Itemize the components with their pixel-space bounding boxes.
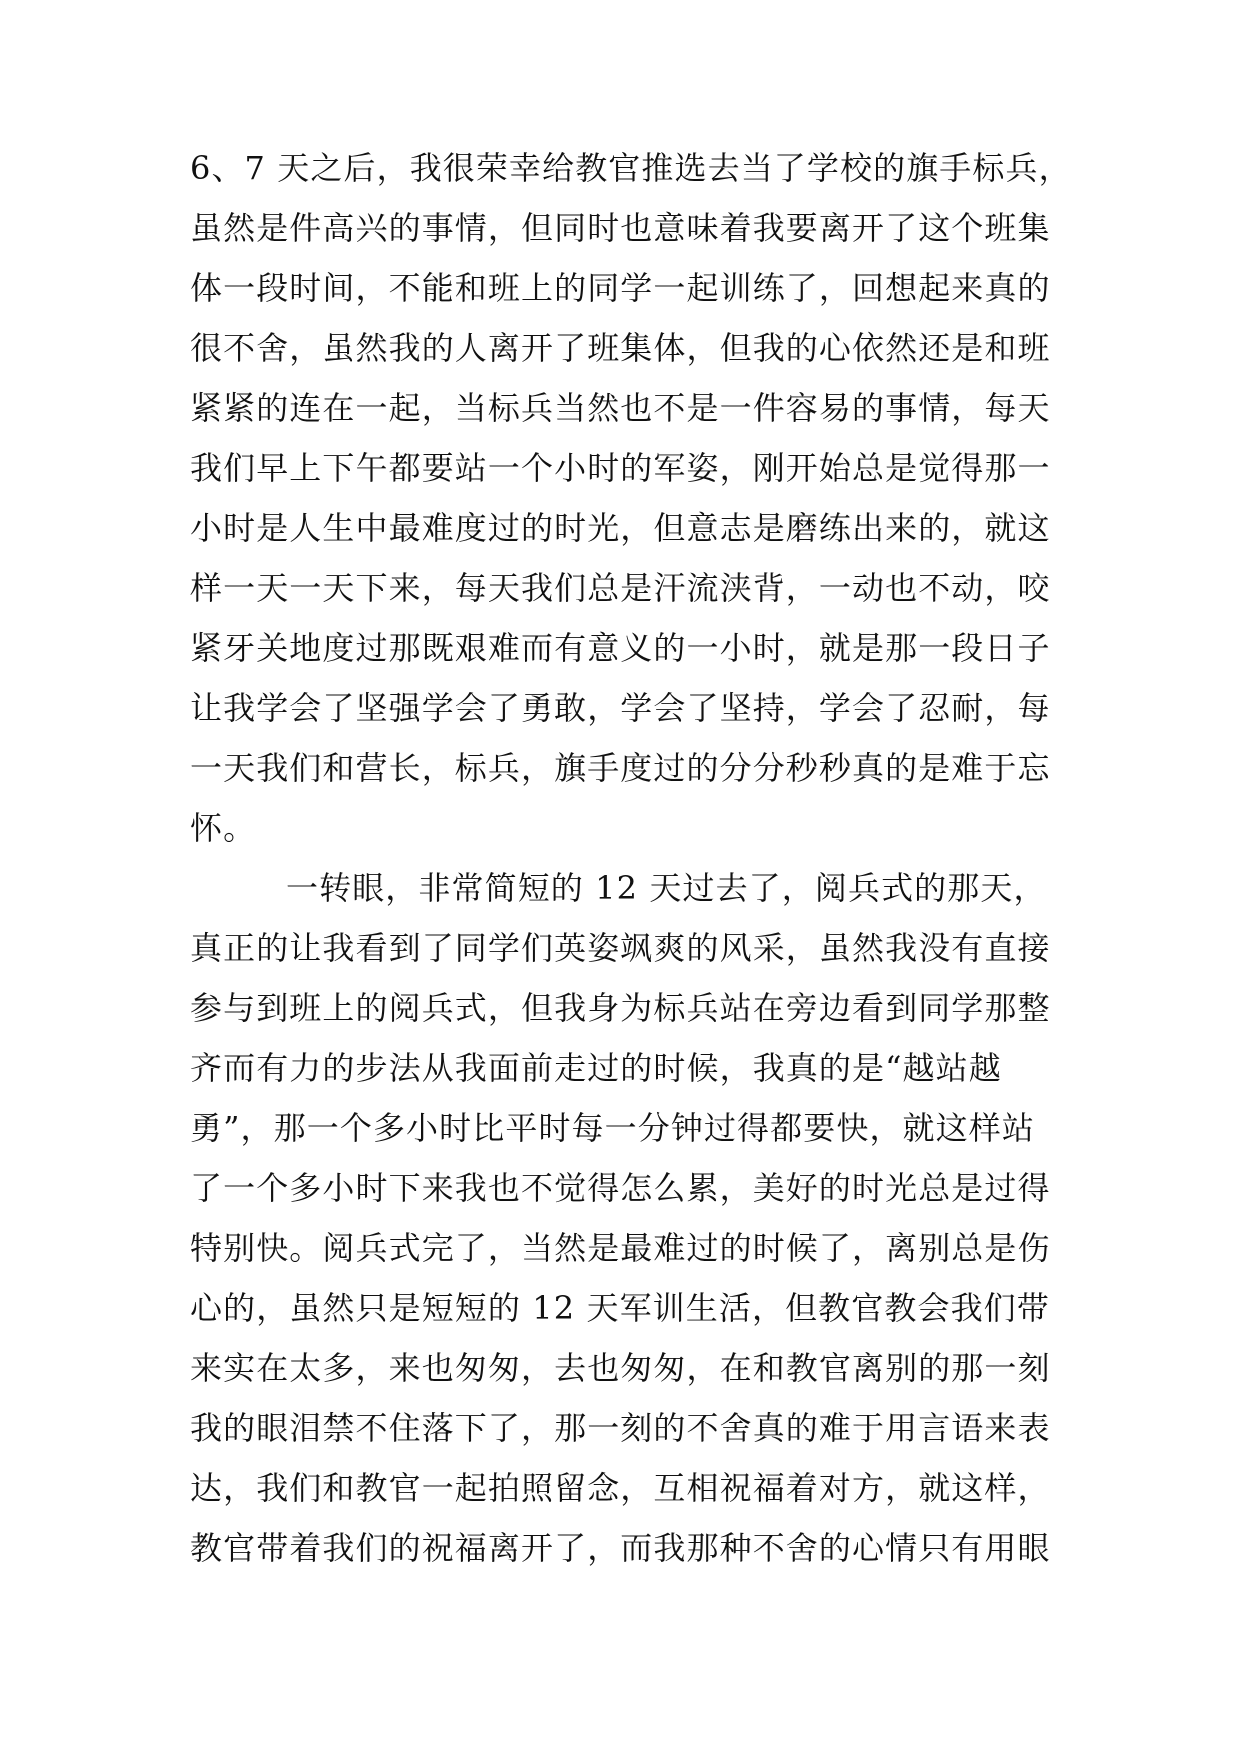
text-line: 勇”，那一个多小时比平时每一分钟过得都要快，就这样站 [190, 1109, 1035, 1147]
text-line: 紧牙关地度过那既艰难而有意义的一小时，就是那一段日子 [190, 629, 1051, 667]
text-line: 6、7 天之后，我很荣幸给教官推选去当了学校的旗手标兵， [190, 149, 1072, 187]
text-line: 我的眼泪禁不住落下了，那一刻的不舍真的难于用言语来表 [190, 1409, 1051, 1447]
text-line: 让我学会了坚强学会了勇敢，学会了坚持，学会了忍耐，每 [190, 689, 1051, 727]
text-line: 齐而有力的步法从我面前走过的时候，我真的是“越站越 [190, 1049, 1002, 1087]
text-line: 达，我们和教官一起拍照留念，互相祝福着对方，就这样， [190, 1469, 1051, 1507]
text-line: 样一天一天下来，每天我们总是汗流浃背，一动也不动，咬 [190, 569, 1051, 607]
text-line: 怀。 [190, 809, 257, 847]
text-line: 体一段时间，不能和班上的同学一起训练了，回想起来真的 [190, 269, 1051, 307]
text-line: 了一个多小时下来我也不觉得怎么累，美好的时光总是过得 [190, 1169, 1051, 1207]
text-line: 教官带着我们的祝福离开了，而我那种不舍的心情只有用眼 [190, 1529, 1051, 1567]
text-line: 我们早上下午都要站一个小时的军姿，刚开始总是觉得那一 [190, 449, 1051, 487]
text-line: 虽然是件高兴的事情，但同时也意味着我要离开了这个班集 [190, 209, 1051, 247]
text-line: 真正的让我看到了同学们英姿飒爽的风采，虽然我没有直接 [190, 929, 1051, 967]
text-line: 心的，虽然只是短短的 12 天军训生活，但教官教会我们带 [190, 1289, 1050, 1327]
paragraph-first-line: 一转眼，非常简短的 12 天过去了，阅兵式的那天， [286, 869, 1047, 907]
text-line: 参与到班上的阅兵式，但我身为标兵站在旁边看到同学那整 [190, 989, 1051, 1027]
text-line: 紧紧的连在一起，当标兵当然也不是一件容易的事情，每天 [190, 389, 1051, 427]
text-line: 小时是人生中最难度过的时光，但意志是磨练出来的，就这 [190, 509, 1051, 547]
text-line: 一天我们和营长，标兵，旗手度过的分分秒秒真的是难于忘 [190, 749, 1051, 787]
text-line: 特别快。阅兵式完了，当然是最难过的时候了，离别总是伤 [190, 1229, 1051, 1267]
text-line: 来实在太多，来也匆匆，去也匆匆，在和教官离别的那一刻 [190, 1349, 1051, 1387]
text-line: 很不舍，虽然我的人离开了班集体，但我的心依然还是和班 [190, 329, 1051, 367]
